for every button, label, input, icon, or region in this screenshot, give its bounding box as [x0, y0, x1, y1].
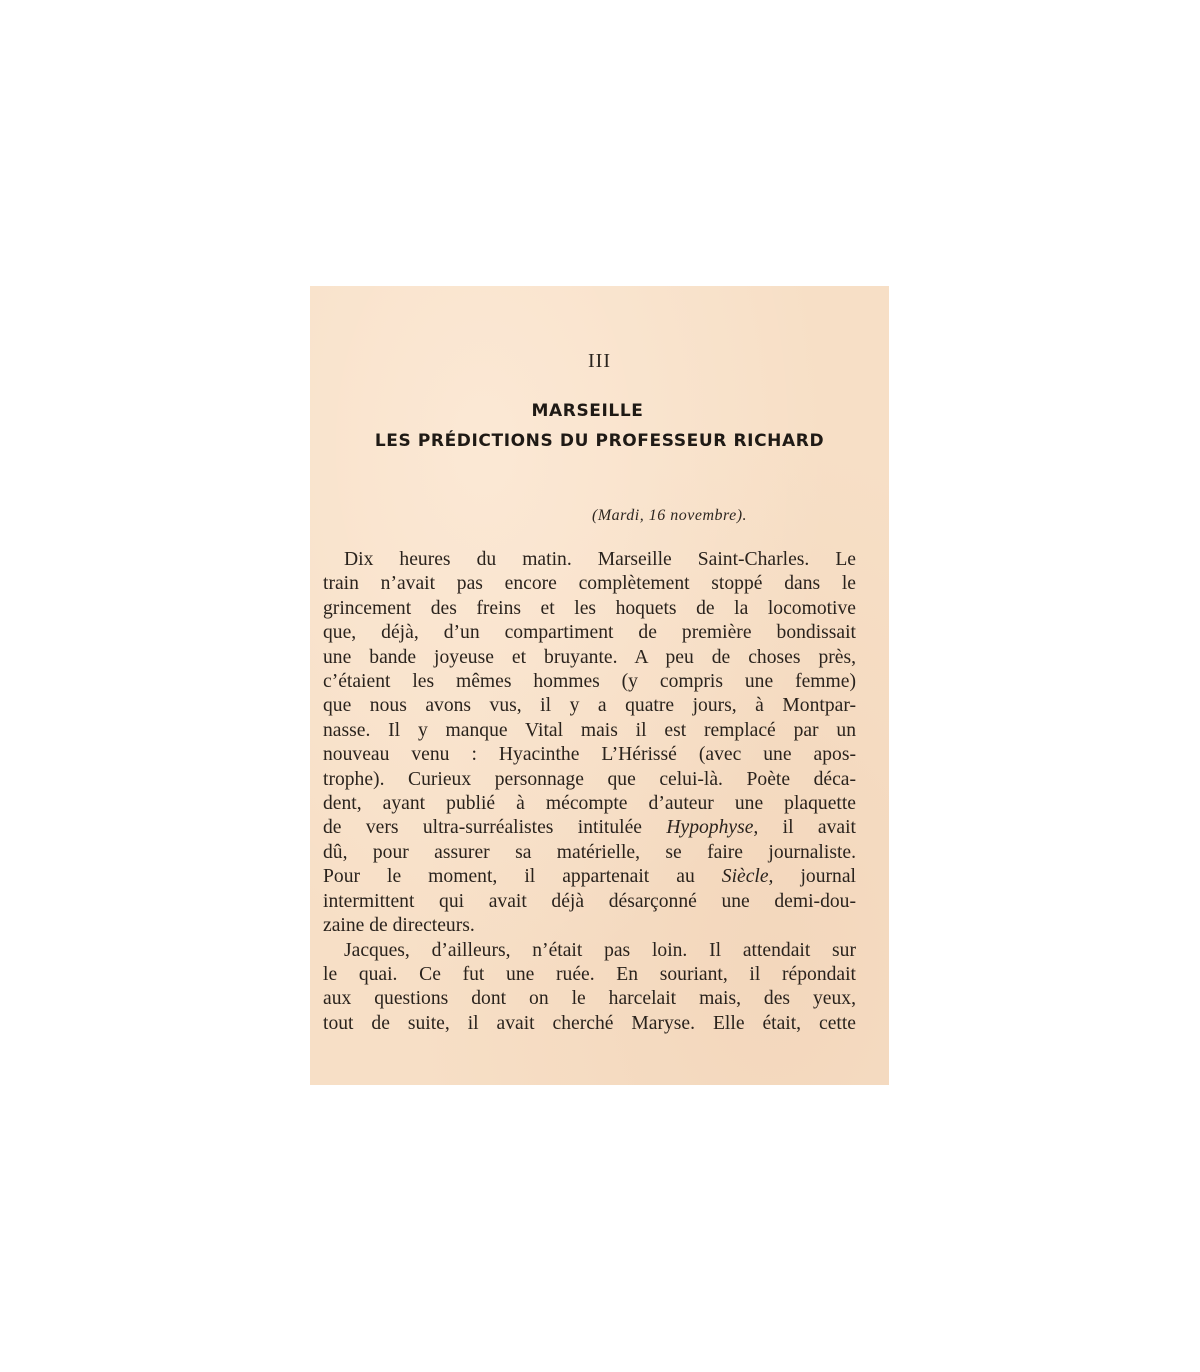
paragraph-1 — [323, 548, 856, 939]
text-line: dû, pour assurer sa matérielle, se faire journaliste. — [323, 841, 856, 863]
text-line: trophe). Curieux personnage que celui-là. Poète déca- — [323, 768, 856, 790]
paragraph-2 — [323, 939, 856, 1037]
text-line — [323, 816, 856, 840]
dateline: (Mardi, 16 novembre). — [592, 507, 748, 524]
chapter-title-line-1: MARSEILLE — [531, 401, 644, 421]
newspaper-title-italic: Siècle, — [721, 866, 774, 888]
book-title-italic: Hypophyse, — [666, 817, 759, 839]
text-line: le quai. Ce fut une ruée. En souriant, il répondait — [323, 963, 856, 985]
text-line: grincement des freins et les hoquets de la locomotive — [323, 597, 856, 619]
text-line: Jacques, d’ailleurs, n’était pas loin. Il attendait sur — [344, 939, 856, 961]
text-span: journal — [800, 866, 856, 888]
text-line: c’étaient les mêmes hommes (y compris une femme) — [323, 671, 856, 693]
text-line: intermittent qui avait déjà désarçonné une demi-dou- — [323, 890, 856, 912]
text-line: nasse. Il y manque Vital mais il est remplacé par un — [323, 719, 856, 741]
text-line: une bande joyeuse et bruyante. A peu de choses près, — [323, 646, 856, 668]
text-line: aux questions dont on le harcelait mais, des yeux, — [323, 988, 856, 1010]
body-text — [323, 548, 856, 1036]
text-line: train n’avait pas encore complètement stoppé dans le — [323, 573, 856, 595]
text-line: zaine de directeurs. — [323, 915, 475, 937]
text-span: il avait — [782, 817, 856, 839]
text-line: que nous avons vus, il y a quatre jours, à Montpar- — [323, 695, 856, 717]
text-line: dent, ayant publié à mécompte d’auteur une plaquette — [323, 793, 856, 815]
text-line — [323, 865, 856, 889]
text-line: tout de suite, il avait cherché Maryse. Elle était, cette — [323, 1012, 856, 1034]
text-span: Pour le moment, il appartenait au — [323, 866, 695, 888]
text-line: Dix heures du matin. Marseille Saint-Charles. Le — [344, 549, 856, 570]
text-span: de vers ultra-surréalistes intitulée — [323, 817, 642, 839]
chapter-number: III — [588, 350, 611, 372]
chapter-title-line-2: LES PRÉDICTIONS DU PROFESSEUR RICHARD — [374, 431, 825, 451]
text-line: que, déjà, d’un compartiment de première bondissait — [323, 622, 856, 644]
book-page — [310, 286, 889, 1085]
text-line: nouveau venu : Hyacinthe L’Hérissé (avec une apos- — [323, 744, 856, 766]
